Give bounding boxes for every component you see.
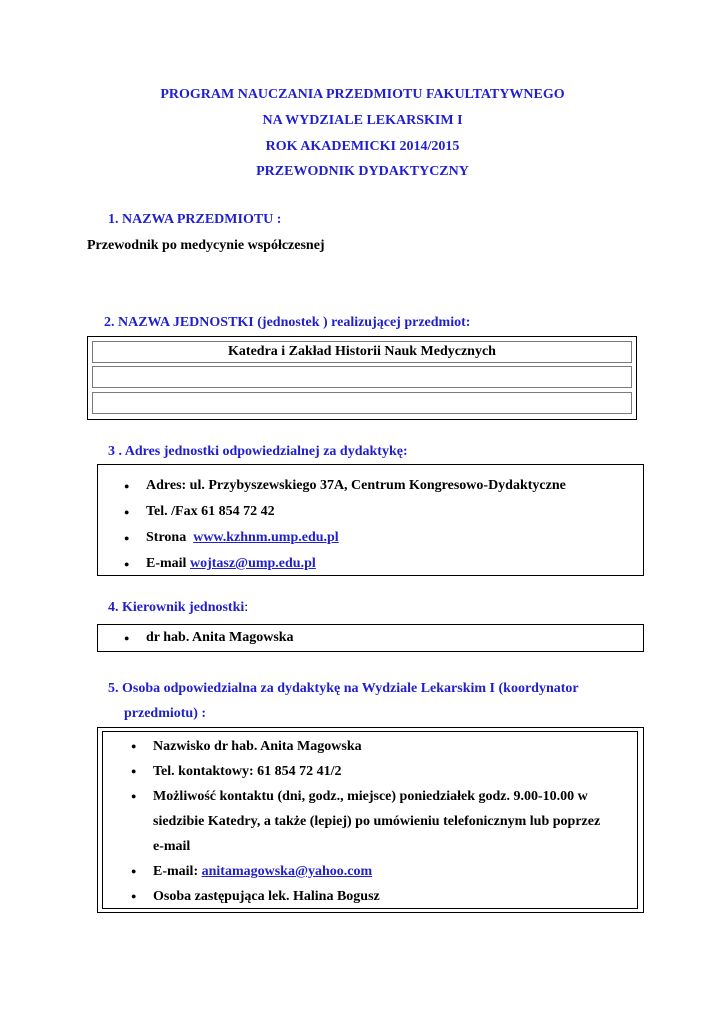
- header-line-2: NA WYDZIALE LEKARSKIM I: [262, 113, 463, 128]
- head-item: [120, 628, 294, 648]
- address-list: [120, 473, 566, 577]
- contact-line-2: siedzibie Katedry, a także (lepiej) po umówieniu telefonicznym lub poprzez: [153, 814, 601, 829]
- coordinator-list: [127, 734, 600, 909]
- section4-heading: [108, 600, 248, 616]
- section4-heading-text: 4. Kierownik jednostki: [108, 600, 245, 615]
- address-box: [97, 464, 644, 576]
- email-label: E-mail: [146, 556, 187, 571]
- coordinator-contact-item: [127, 784, 600, 859]
- coordinator-email-item: [127, 859, 600, 884]
- coordinator-phone: Tel. kontaktowy: 61 854 72 41/2: [153, 764, 342, 779]
- phone-text: Tel. /Fax 61 854 72 42: [146, 504, 275, 519]
- coordinator-name: Nazwisko dr hab. Anita Magowska: [153, 739, 362, 754]
- website-link[interactable]: www.kzhnm.ump.edu.pl: [193, 530, 339, 545]
- section5-heading-line-2: przedmiotu) :: [124, 706, 207, 721]
- coordinator-email-label: E-mail:: [153, 864, 199, 879]
- unit-table-row-2: [92, 366, 632, 388]
- substitute-name: Osoba zastępująca lek. Halina Bogusz: [153, 889, 380, 904]
- contact-line-1: ● Możliwość kontaktu (dni, godz., miejsce) poniedziałek godz. 9.00-10.00 w: [153, 789, 588, 804]
- coordinator-phone-item: [127, 759, 600, 784]
- email-link[interactable]: wojtasz@ump.edu.pl: [189, 556, 316, 571]
- contact-line-3: e-mail: [153, 839, 191, 854]
- unit-name: Katedra i Zakład Historii Nauk Medycznych: [228, 344, 496, 359]
- section2-heading: 2. NAZWA JEDNOSTKI (jednostek ) realizującej przedmiot:: [104, 315, 471, 330]
- unit-table: [87, 336, 637, 420]
- header-line-3: ROK AKADEMICKI 2014/2015: [265, 139, 460, 154]
- address-item: [120, 473, 566, 499]
- section5-heading-line-1: 5. Osoba odpowiedzialna za dydaktykę na Wydziale Lekarskim I (koordynator: [108, 681, 579, 696]
- header-line-1: PROGRAM NAUCZANIA PRZEDMIOTU FAKULTATYWNEGO: [160, 87, 565, 102]
- substitute-item: [127, 884, 600, 909]
- section4-heading-colon: :: [244, 600, 249, 615]
- head-box: [97, 624, 644, 652]
- head-name: dr hab. Anita Magowska: [146, 630, 294, 645]
- phone-item: [120, 499, 566, 525]
- coordinator-inner-box: [102, 731, 638, 909]
- course-name: Przewodnik po medycynie współczesnej: [87, 238, 325, 253]
- coordinator-name-item: [127, 734, 600, 759]
- website-item: [120, 525, 566, 551]
- unit-table-row-1: [92, 341, 632, 363]
- website-label: Strona: [146, 530, 187, 545]
- unit-table-row-3: [92, 392, 632, 414]
- coordinator-email-link[interactable]: anitamagowska@yahoo.com: [201, 864, 373, 879]
- email-item: [120, 551, 566, 577]
- head-list: [120, 628, 294, 648]
- coordinator-box: [97, 727, 644, 913]
- address-text: Adres: ul. Przybyszewskiego 37A, Centrum Kongresowo-Dydaktyczne: [146, 478, 566, 493]
- section3-heading: 3 . Adres jednostki odpowiedzialnej za dydaktykę:: [108, 444, 408, 459]
- header-line-4: PRZEWODNIK DYDAKTYCZNY: [256, 164, 469, 179]
- section1-heading: 1. NAZWA PRZEDMIOTU :: [108, 212, 282, 227]
